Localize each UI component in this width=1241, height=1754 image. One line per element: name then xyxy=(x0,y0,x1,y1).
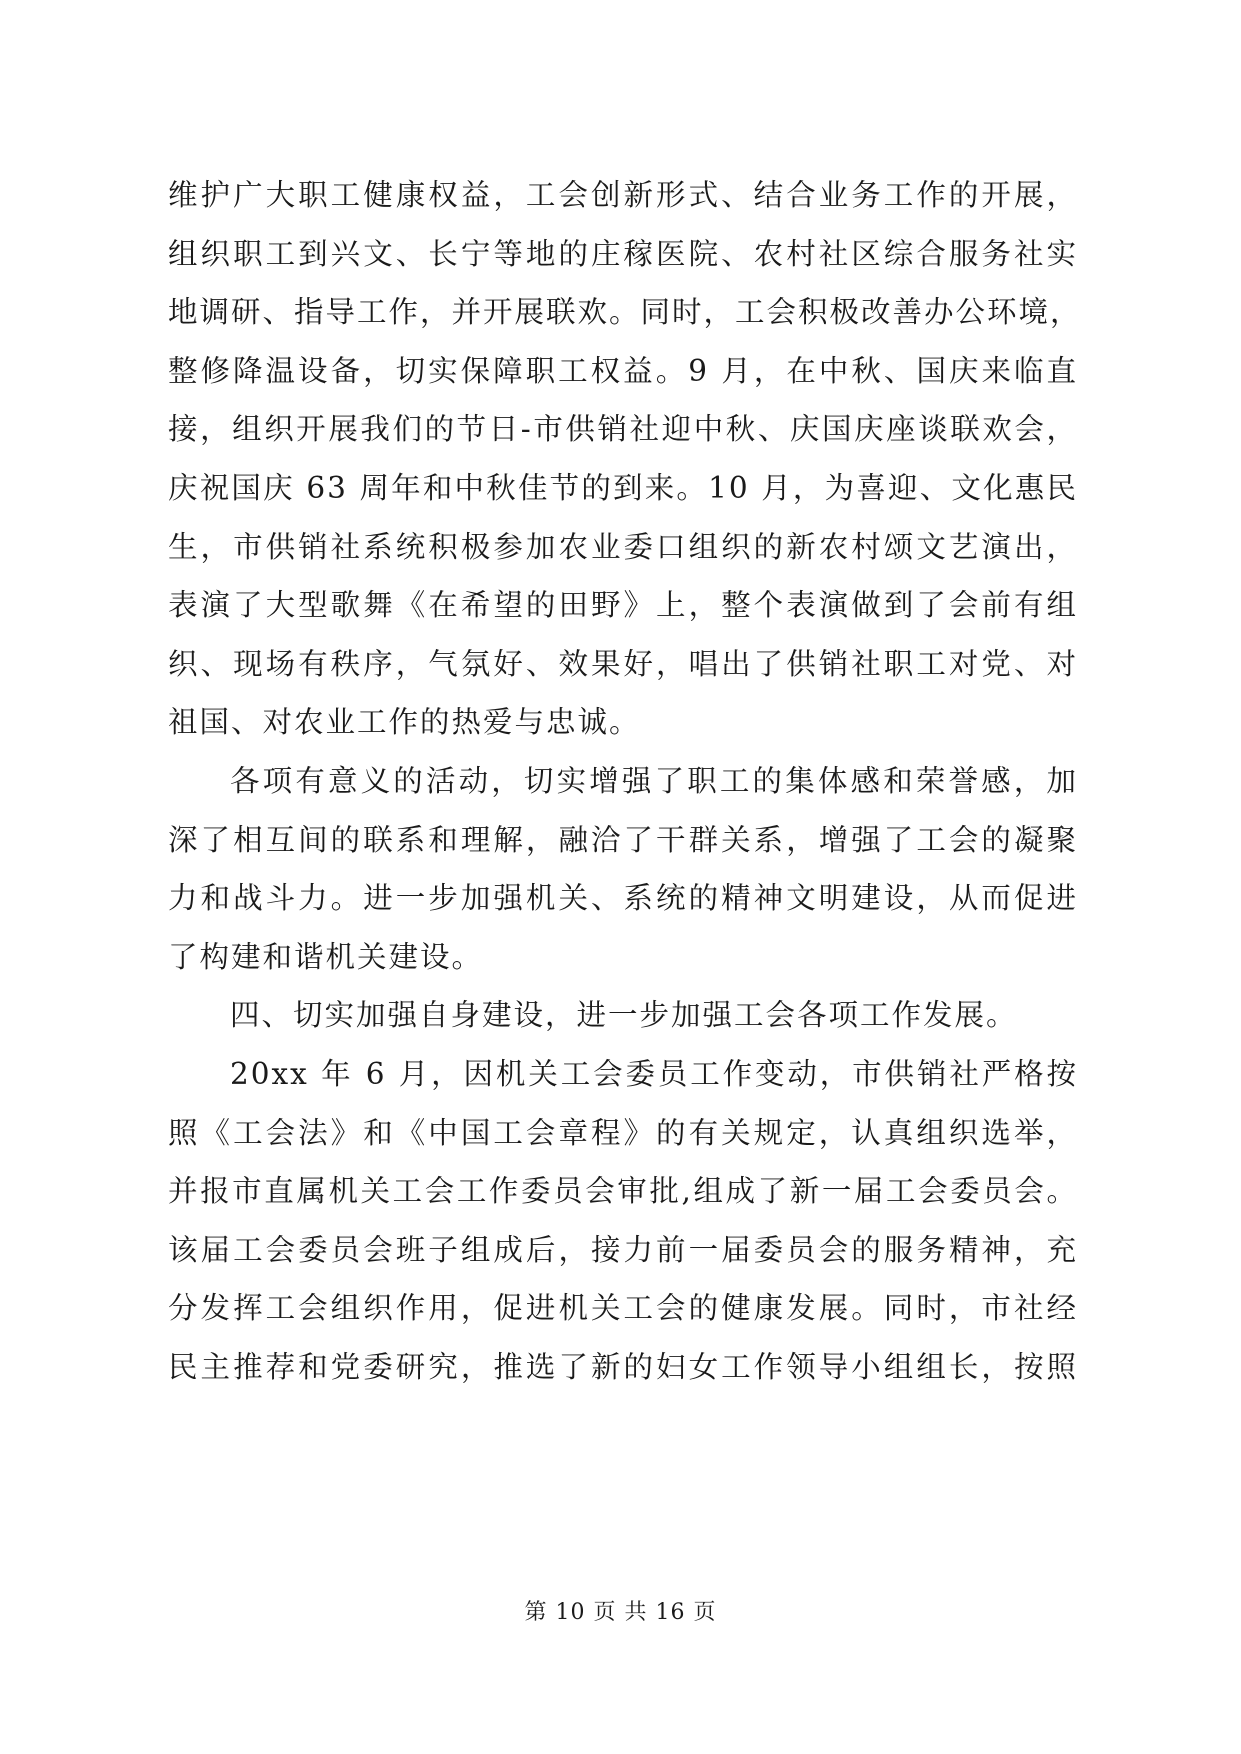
page-number-footer: 第 10 页 共 16 页 xyxy=(524,1600,717,1625)
text-line: 接，组织开展我们的节日-市供销社迎中秋、庆国庆座谈联欢会， xyxy=(168,412,1078,447)
text-line: 表演了大型歌舞《在希望的田野》上，整个表演做到了会前有组 xyxy=(168,588,1078,623)
text-line: 并报市直属机关工会工作委员会审批,组成了新一届工会委员会。 xyxy=(168,1174,1078,1209)
text-line: 庆祝国庆 63 周年和中秋佳节的到来。10 月，为喜迎、文化惠民 xyxy=(168,470,1078,505)
text-line: 祖国、对农业工作的热爱与忠诚。 xyxy=(168,705,641,740)
text-line: 照《工会法》和《中国工会章程》的有关规定，认真组织选举， xyxy=(168,1115,1078,1150)
text-line: 生，市供销社系统积极参加农业委口组织的新农村颂文艺演出， xyxy=(168,529,1078,564)
text-line: 各项有意义的活动，切实增强了职工的集体感和荣誉感，加 xyxy=(230,763,1078,798)
text-line: 织、现场有秩序，气氛好、效果好，唱出了供销社职工对党、对 xyxy=(168,646,1078,681)
text-line: 20xx 年 6 月，因机关工会委员工作变动，市供销社严格按 xyxy=(230,1056,1078,1091)
text-line: 了构建和谐机关建设。 xyxy=(168,939,484,974)
paragraph-1 xyxy=(168,166,1082,752)
text-line: 深了相互间的联系和理解，融洽了干群关系，增强了工会的凝聚 xyxy=(168,822,1078,857)
text-line: 四、切实加强自身建设，进一步加强工会各项工作发展。 xyxy=(230,998,1018,1033)
text-line: 分发挥工会组织作用，促进机关工会的健康发展。同时，市社经 xyxy=(168,1291,1078,1326)
text-line: 力和战斗力。进一步加强机关、系统的精神文明建设，从而促进 xyxy=(168,881,1078,916)
paragraph-4 xyxy=(168,1045,1078,1397)
paragraph-2 xyxy=(168,752,1078,986)
text-line: 整修降温设备，切实保障职工权益。9 月，在中秋、国庆来临直 xyxy=(168,353,1078,388)
text-line: 该届工会委员会班子组成后，接力前一届委员会的服务精神，充 xyxy=(168,1232,1078,1267)
text-line: 民主推荐和党委研究，推选了新的妇女工作领导小组组长，按照 xyxy=(168,1349,1078,1384)
text-line: 地调研、指导工作，并开展联欢。同时，工会积极改善办公环境， xyxy=(168,295,1082,330)
text-line: 维护广大职工健康权益，工会创新形式、结合业务工作的开展， xyxy=(168,178,1078,212)
section-heading-4 xyxy=(168,986,1078,1045)
text-line: 组织职工到兴文、长宁等地的庄稼医院、农村社区综合服务社实 xyxy=(168,236,1078,271)
document-body xyxy=(168,166,1082,1396)
